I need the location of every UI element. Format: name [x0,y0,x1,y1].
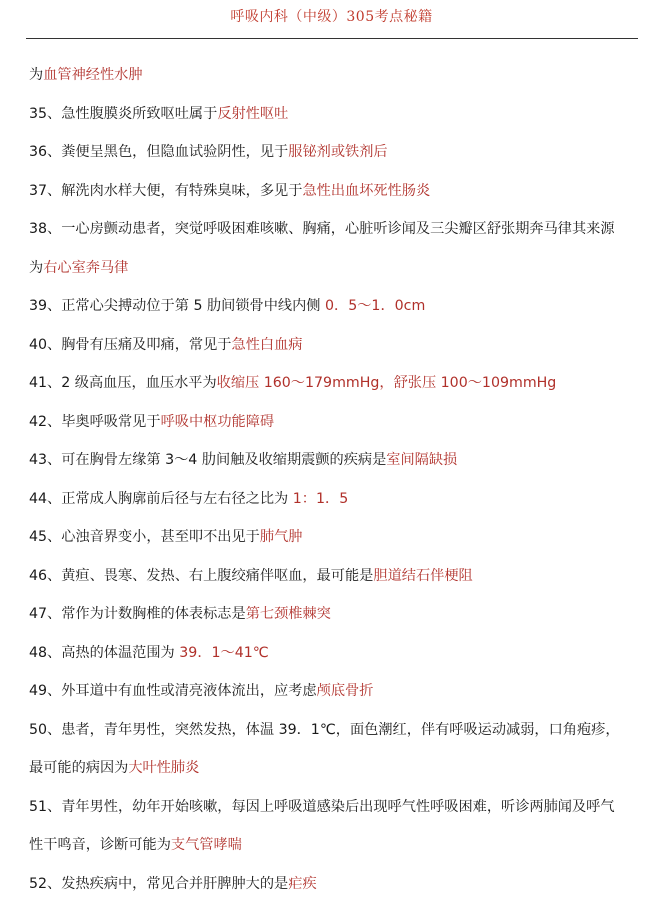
line-text: 37、解洗肉水样大便，有特殊臭味，多见于 [29,182,303,199]
highlighted-answer: 右心室奔马律 [43,259,129,276]
text-line [29,865,639,904]
highlighted-answer: 大叶性肺炎 [128,760,200,776]
line-text: 43、可在胸骨左缘第 3～4 肋间触及收缩期震颤的疾病是 [29,452,387,468]
line-text: 45、心浊音界变小，甚至叩不出见于 [29,529,260,545]
text-line [29,518,639,557]
highlighted-answer: 服铋剂或铁剂后 [288,144,388,160]
line-text: 最可能的病因为 [29,760,129,776]
line-text: 44、正常成人胸廓前后径与左右径之比为 [29,490,293,507]
highlighted-answer: 0．5～1．0cm [325,298,426,314]
text-line [29,133,639,172]
line-text: 51、青年男性，幼年开始咳嗽，每因上呼吸道感染后出现呼气性呼吸困难，听诊两肺闻及呼气 [29,798,615,815]
text-line [29,326,639,365]
line-text: 36、粪便呈黑色，但隐血试验阴性，见于 [29,144,289,160]
line-text: 49、外耳道中有血性或清亮液体流出，应考虑 [29,683,317,699]
line-text: 46、黄疸、畏寒、发热、右上腹绞痛伴呕血，最可能是 [29,567,374,584]
text-line [29,210,639,249]
text-line [29,788,639,827]
text-line [29,634,639,673]
text-line [29,711,639,750]
line-text: 42、毕奥呼吸常见于 [29,413,161,430]
text-line [29,595,639,634]
line-text: 50、患者，青年男性，突然发热，体温 39．1℃，面色潮红，伴有呼吸运动减弱，口角疱疹， [29,721,620,738]
text-line [29,249,639,288]
header-divider [26,38,638,39]
highlighted-answer: 疟疾 [288,875,317,892]
highlighted-answer: 急性出血坏死性肠炎 [302,182,431,199]
text-line [29,557,639,596]
text-line [29,480,639,519]
document-body [29,56,639,903]
highlighted-answer: 血管神经性水肿 [43,67,143,83]
line-text: 为 [29,259,44,276]
highlighted-answer: 支气管哮喘 [170,837,242,853]
page-header-title: 呼吸内科（中级）305考点秘籍 [230,9,433,25]
highlighted-answer: 反射性呕吐 [217,105,289,122]
highlighted-answer: 室间隔缺损 [386,452,458,468]
text-line [29,172,639,211]
text-line [29,287,639,326]
highlighted-answer: 1：1．5 [292,490,349,507]
highlighted-answer: 颅底骨折 [316,683,374,699]
line-text: 性干鸣音，诊断可能为 [29,837,171,853]
line-text: 39、正常心尖搏动位于第 5 肋间锁骨中线内侧 [29,298,325,314]
line-text: 38、一心房颤动患者，突觉呼吸困难咳嗽、胸痛，心脏听诊闻及三尖瓣区舒张期奔马律其来源 [29,221,615,237]
line-text: 48、高热的体温范围为 [29,644,180,661]
text-line [29,441,639,480]
text-line [29,672,639,711]
highlighted-answer: 39．1～41℃ [179,644,269,661]
line-text: 47、常作为计数胸椎的体表标志是 [29,606,246,622]
highlighted-answer: 收缩压 160～179mmHg，舒张压 100～109mmHg [216,375,557,391]
text-line [29,749,639,788]
text-line [29,364,639,403]
line-text: 52、发热疾病中，常见合并肝脾肿大的是 [29,875,289,892]
text-line [29,826,639,865]
highlighted-answer: 呼吸中枢功能障碍 [160,413,275,430]
text-line [29,403,639,442]
text-line [29,95,639,134]
line-text: 为 [29,67,44,83]
text-line [29,56,639,95]
line-text: 41、2 级高血压，血压水平为 [29,375,217,391]
highlighted-answer: 肺气肿 [259,529,303,545]
line-text: 40、胸骨有压痛及叩痛，常见于 [29,336,232,353]
highlighted-answer: 第七颈椎棘突 [245,606,331,622]
highlighted-answer: 急性白血病 [231,336,303,353]
line-text: 35、急性腹膜炎所致呕吐属于 [29,105,218,122]
highlighted-answer: 胆道结石伴梗阻 [373,567,473,584]
